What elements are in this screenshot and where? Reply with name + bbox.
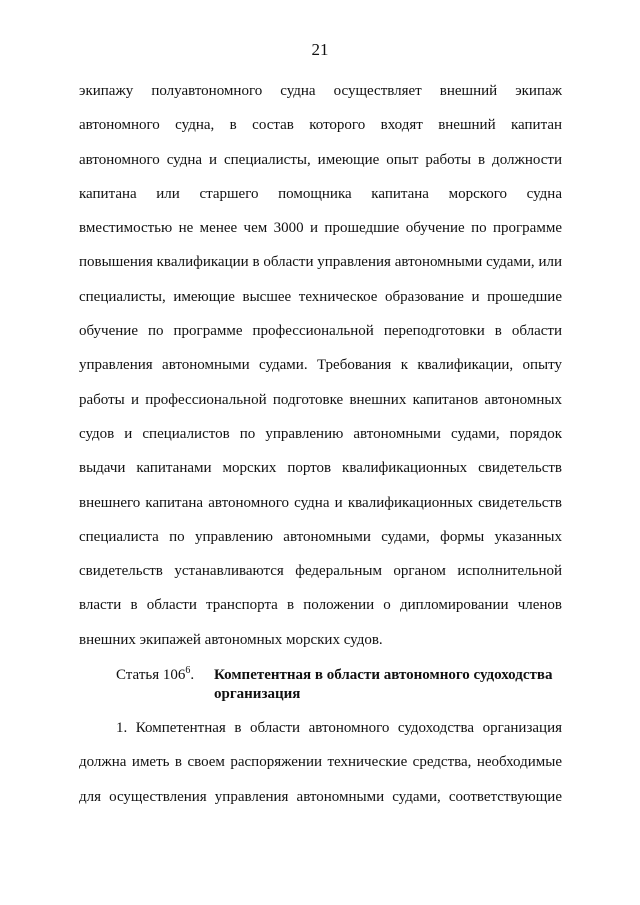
text-line: капитана или старшего помощника капитана морского судна	[79, 185, 562, 202]
article-label-text: Статья 106	[116, 667, 186, 683]
text-line: судов и специалистов по управлению автономными судами, порядок	[79, 425, 562, 442]
text-line: внешних экипажей автономных морских судов.	[79, 631, 383, 648]
paragraph-1	[79, 74, 562, 657]
text-line: экипажу полуавтономного судна осуществляет внешний экипаж	[79, 83, 562, 99]
section-1	[79, 711, 562, 814]
text-line: обучение по программе профессиональной переподготовки в области	[79, 323, 562, 340]
text-line: специалиста по управлению автономными судами, формы указанных	[79, 528, 562, 545]
text-line: власти в области транспорта в положении о дипломировании членов	[79, 597, 562, 614]
text-line: автономного судна и специалисты, имеющие опыт работы в должности	[79, 151, 562, 168]
text-line: работы и профессиональной подготовке внешних капитанов автономных	[79, 391, 562, 408]
text-line: выдачи капитанами морских портов квалификационных свидетельств	[79, 460, 562, 477]
article-label-superscript: 6	[185, 665, 191, 676]
text-line: управления автономными судами. Требования к квалификации, опыту	[79, 357, 562, 374]
text-line: свидетельств устанавливаются федеральным органом исполнительной	[79, 563, 562, 580]
text-line: повышения квалификации в области управления автономными судами, или	[79, 254, 562, 271]
text-line: автономного судна, в состав которого входят внешний капитан	[79, 117, 562, 134]
text-line: специалисты, имеющие высшее техническое образование и прошедшие	[79, 288, 562, 305]
page-number: 21	[311, 40, 329, 59]
article-label-suffix: .	[190, 667, 195, 683]
text-line: внешнего капитана автономного судна и квалификационных свидетельств	[79, 494, 562, 511]
text-line: должна иметь в своем распоряжении технические средства, необходимые	[79, 754, 562, 771]
article-number	[116, 666, 194, 685]
text-line: вместимостью не менее чем 3000 и прошедшие обучение по программе	[79, 220, 562, 237]
text-line: для осуществления управления автономными судами, соответствующие	[79, 788, 562, 805]
article-title: Компетентная в области автономного судоходства организация	[214, 667, 553, 702]
text-line: 1. Компетентная в области автономного судоходства организация	[116, 720, 562, 736]
